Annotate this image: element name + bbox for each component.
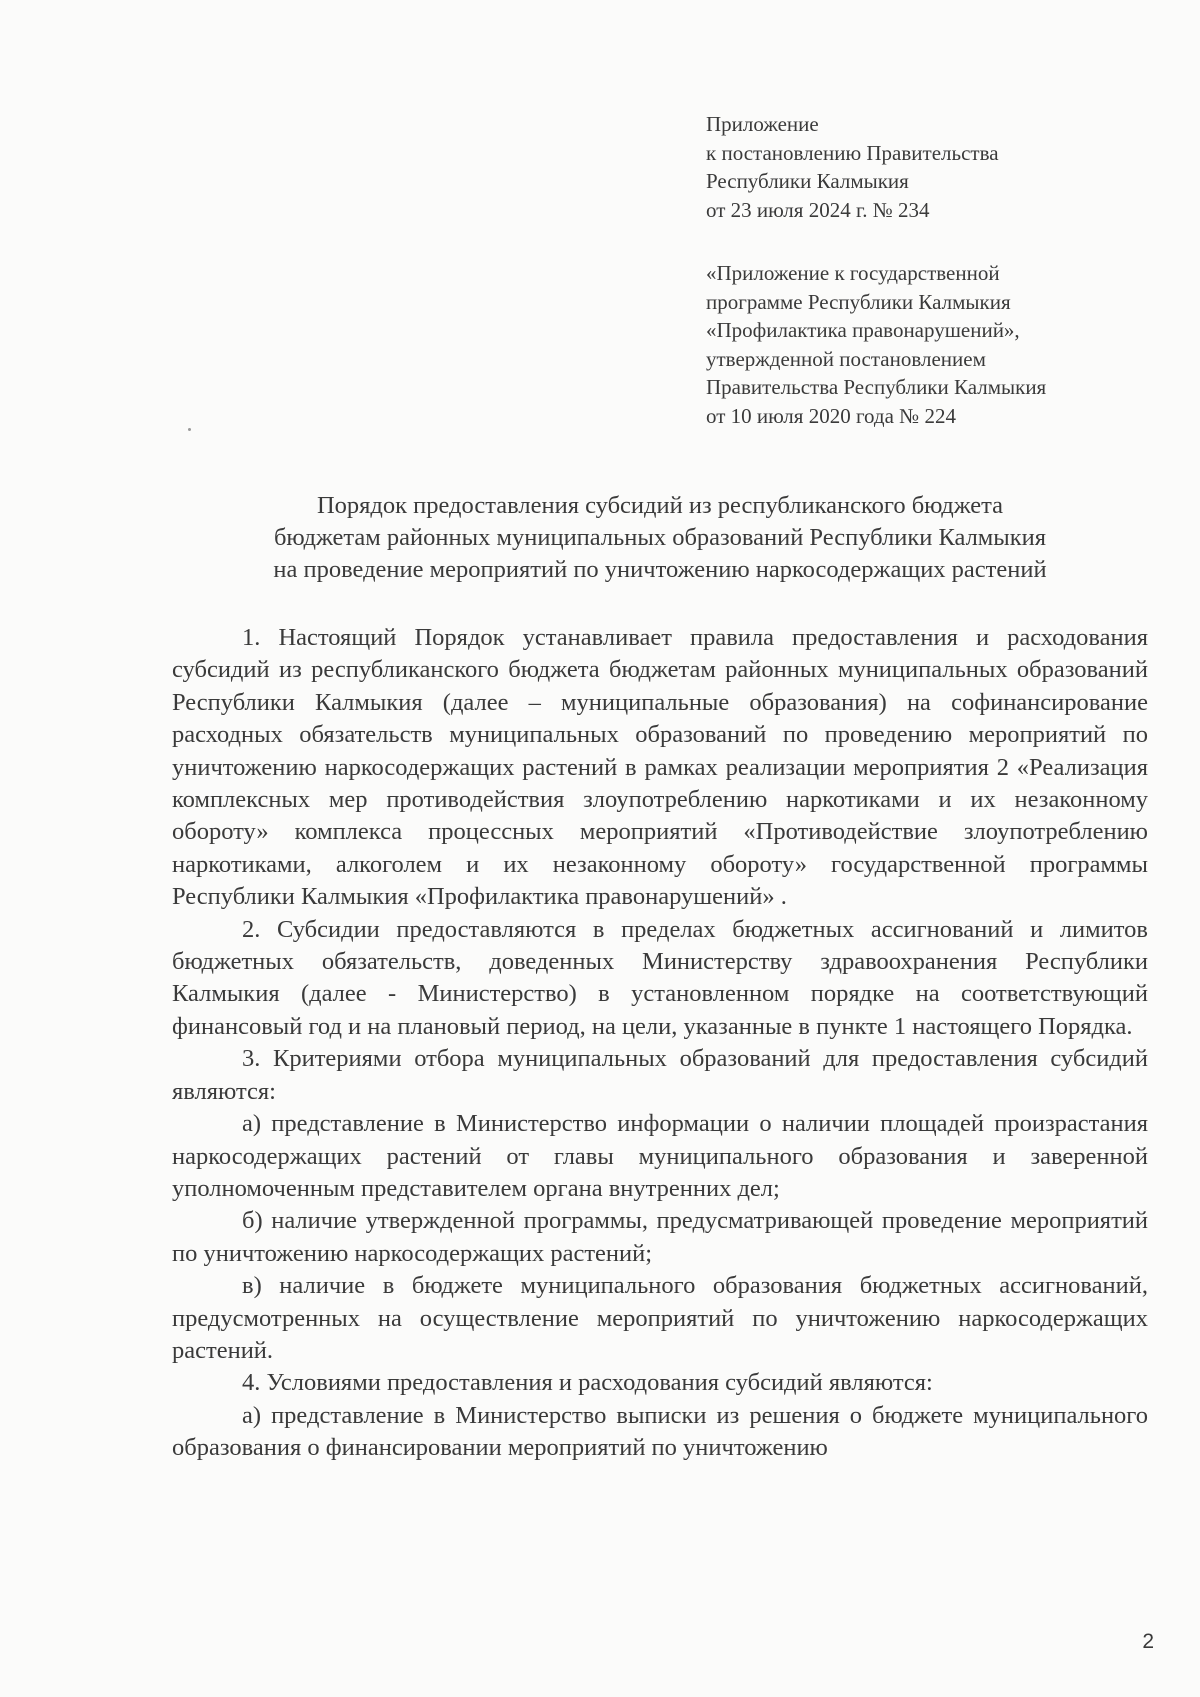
annex-program-header <box>706 259 1046 430</box>
annex-program-line: «Приложение к государственной <box>706 261 1000 285</box>
paragraph-2: 2. Субсидии предоставляются в пределах бюджетных ассигнований и лимитов бюджетных обязательств, доведенных Министерству здравоохранения Республики Калмыкия (далее - Министерство) в установленном порядке на соответствующий финансовый год и на плановый период, на цели, указанные в пункте 1 настоящего Порядка. <box>172 915 1148 1040</box>
paragraph-3: 3. Критериями отбора муниципальных образований для предоставления субсидий являются: <box>172 1045 1148 1105</box>
annex-line: к постановлению Правительства <box>706 140 999 165</box>
annex-line: Приложение <box>706 112 819 136</box>
title-line: Порядок предоставления субсидий из республиканского бюджета <box>316 492 1004 519</box>
paragraph-3c: в) наличие в бюджете муниципального образования бюджетных ассигнований, предусмотренных на осуществление мероприятий по уничтожению наркосодержащих растений. <box>172 1272 1148 1364</box>
annex-program-line: программе Республики Калмыкия <box>706 289 1011 314</box>
page-number: 2 <box>1142 1630 1154 1653</box>
paragraph-3b: б) наличие утвержденной программы, предусматривающей проведение мероприятий по уничтожению наркосодержащих растений; <box>172 1207 1148 1267</box>
paragraph-4: 4. Условиями предоставления и расходования субсидий являются: <box>242 1369 933 1397</box>
title-line: бюджетам районных муниципальных образований Республики Калмыкия <box>273 524 1047 551</box>
title-line: на проведение мероприятий по уничтожению наркосодержащих растений <box>273 556 1047 583</box>
annex-header <box>706 110 999 224</box>
annex-program-line: от 10 июля 2020 года № 224 <box>706 403 956 428</box>
annex-line: от 23 июля 2024 г. № 234 <box>706 197 930 222</box>
annex-program-line: утвержденной постановлением <box>706 346 986 371</box>
paragraph-1: 1. Настоящий Порядок устанавливает правила предоставления и расходования субсидий из республиканского бюджета бюджетам районных муниципальных образований Республики Калмыкия (далее – муниципальные образования) на софинансирование расходных обязательств муниципальных образований по проведению мероприятий по уничтожению наркосодержащих растений в рамках реализации мероприятия 2 «Реализация комплексных мер противодействия злоупотреблению наркотиками и их незаконному обороту» комплекса процессных мероприятий «Противодействие злоупотреблению наркотиками, алкоголем и их незаконному обороту» государственной программы Республики Калмыкия «Профилактика правонарушений» . <box>172 624 1148 911</box>
annex-program-line: «Профилактика правонарушений», <box>706 318 1020 342</box>
document-body <box>172 622 1148 1465</box>
paragraph-4a: а) представление в Министерство выписки из решения о бюджете муниципального образования о финансировании мероприятий по уничтожению <box>172 1401 1148 1462</box>
paragraph-3a: а) представление в Министерство информации о наличии площадей произрастания наркосодержащих растений от главы муниципального образования и заверенной уполномоченным представителем органа внутренних дел; <box>172 1110 1148 1202</box>
annex-line: Республики Калмыкия <box>706 169 909 193</box>
document-title <box>172 490 1148 586</box>
annex-program-line: Правительства Республики Калмыкия <box>706 375 1047 399</box>
scan-speck <box>188 428 191 431</box>
